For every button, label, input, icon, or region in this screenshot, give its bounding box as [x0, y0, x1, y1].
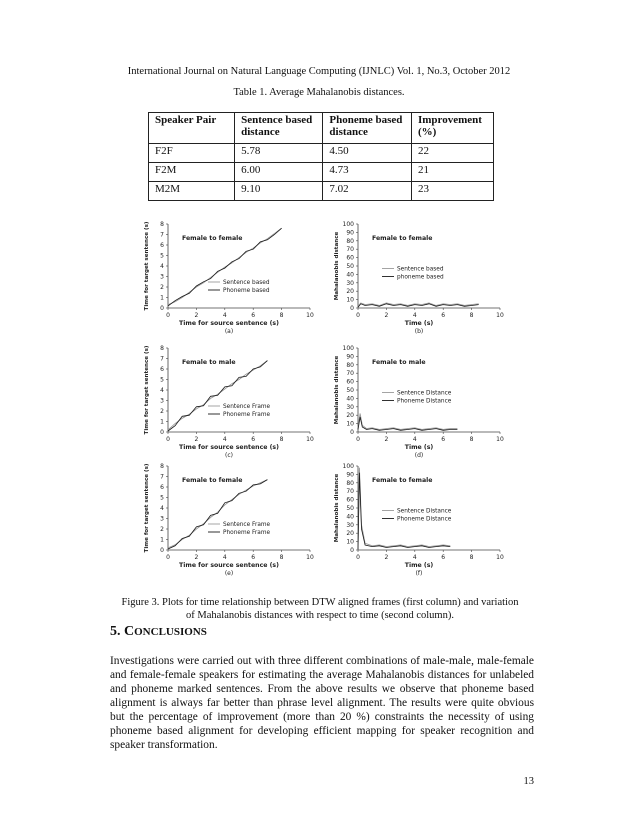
y-tick-label: 40 — [346, 395, 354, 403]
y-tick-label: 5 — [160, 252, 164, 260]
table-header-cell: Speaker Pair — [149, 113, 235, 144]
x-tick-label: 8 — [279, 312, 284, 319]
y-tick-label: 20 — [346, 412, 354, 420]
x-tick-label: 2 — [194, 312, 199, 319]
y-tick-label: 4 — [160, 263, 164, 270]
plot-panel-d — [328, 342, 508, 460]
table-cell: 22 — [411, 144, 493, 163]
panel-label: (c) — [225, 452, 233, 459]
y-tick-label: 2 — [160, 284, 164, 291]
y-tick-label: 10 — [346, 296, 354, 304]
y-tick-label: 4 — [160, 387, 164, 394]
x-axis-label: Time (s) — [404, 320, 434, 327]
y-tick-label: 100 — [342, 345, 354, 352]
y-tick-label: 5 — [160, 494, 164, 502]
table-cell: 5.78 — [235, 144, 323, 163]
x-tick-label: 8 — [469, 554, 474, 561]
panel-label: (d) — [414, 452, 424, 459]
legend-label: Sentence based — [397, 266, 444, 273]
y-tick-label: 3 — [160, 273, 164, 281]
series-line — [168, 480, 267, 548]
x-axis-label: Time for source sentence (s) — [179, 320, 279, 327]
legend-label: Sentence Distance — [397, 390, 452, 397]
panel-label: (b) — [414, 328, 424, 335]
x-tick-label: 8 — [469, 436, 474, 443]
y-tick-label: 7 — [160, 231, 164, 239]
x-tick-label: 2 — [384, 554, 389, 561]
y-tick-label: 5 — [160, 376, 164, 384]
y-tick-label: 4 — [160, 505, 164, 512]
y-tick-label: 50 — [346, 505, 354, 512]
plot-panel-b — [328, 218, 508, 336]
y-tick-label: 30 — [346, 521, 354, 529]
y-tick-label: 6 — [160, 242, 164, 249]
x-axis-label: Time for source sentence (s) — [179, 444, 279, 451]
panel-label: (a) — [224, 328, 234, 335]
x-axis-label: Time (s) — [404, 562, 434, 569]
legend-label: phoneme based — [397, 274, 444, 281]
y-tick-label: 10 — [346, 420, 354, 428]
legend-label: Phoneme Frame — [223, 530, 271, 536]
y-tick-label: 70 — [346, 370, 354, 378]
table-header-cell: Sentence based distance — [235, 113, 323, 144]
table-header-row — [149, 113, 494, 144]
x-tick-label: 4 — [222, 554, 227, 561]
x-axis-label: Time for source sentence (s) — [179, 562, 279, 569]
legend-label: Phoneme Distance — [397, 398, 452, 405]
chart-svg — [138, 460, 318, 578]
x-tick-label: 0 — [166, 554, 170, 561]
x-tick-label: 10 — [496, 436, 504, 443]
y-tick-label: 50 — [346, 263, 354, 270]
y-tick-label: 3 — [160, 515, 164, 523]
x-tick-label: 4 — [222, 312, 227, 319]
y-tick-label: 0 — [350, 547, 354, 554]
y-tick-label: 100 — [342, 221, 354, 228]
x-tick-label: 6 — [251, 554, 256, 561]
y-tick-label: 8 — [160, 463, 164, 470]
y-tick-label: 7 — [160, 355, 164, 363]
x-tick-label: 8 — [279, 554, 284, 561]
chart-title: Female to female — [182, 235, 243, 242]
series-line — [168, 361, 267, 431]
legend-label: Sentence Frame — [223, 522, 271, 528]
y-tick-label: 20 — [346, 288, 354, 296]
legend-label: Phoneme Distance — [397, 516, 452, 523]
section-heading — [110, 624, 207, 640]
x-tick-label: 6 — [251, 436, 256, 443]
x-tick-label: 4 — [412, 312, 417, 319]
table-cell: 7.02 — [323, 182, 412, 201]
section-number: 5. — [110, 624, 121, 639]
table-header-cell: Improvement (%) — [411, 113, 493, 144]
y-axis-label: Time for target sentence (s) — [144, 221, 150, 311]
y-tick-label: 90 — [346, 353, 354, 361]
x-tick-label: 0 — [356, 312, 360, 319]
y-axis-label: Mahalanobis distance — [334, 231, 340, 301]
table-cell: 6.00 — [235, 163, 323, 182]
chart-title: Female to female — [372, 477, 433, 484]
series-line — [358, 414, 457, 430]
x-tick-label: 4 — [222, 436, 227, 443]
y-tick-label: 50 — [346, 387, 354, 394]
x-tick-label: 0 — [166, 436, 170, 443]
y-tick-label: 1 — [160, 536, 164, 544]
chart-title: Female to female — [182, 477, 243, 484]
y-tick-label: 90 — [346, 229, 354, 237]
plot-panel-f — [328, 460, 508, 578]
table-caption: Table 1. Average Mahalanobis distances. — [233, 87, 405, 98]
y-tick-label: 6 — [160, 484, 164, 491]
table-cell: M2M — [149, 182, 235, 201]
y-tick-label: 100 — [342, 463, 354, 470]
x-tick-label: 4 — [412, 554, 417, 561]
x-tick-label: 8 — [469, 312, 474, 319]
x-tick-label: 2 — [194, 436, 199, 443]
legend-label: Sentence based — [223, 280, 270, 286]
series-line — [168, 480, 267, 549]
y-tick-label: 2 — [160, 526, 164, 533]
table-cell: 21 — [411, 163, 493, 182]
chart-title: Female to female — [372, 235, 433, 242]
chart-title: Female to male — [182, 359, 236, 366]
x-tick-label: 10 — [306, 312, 314, 319]
table-cell: F2M — [149, 163, 235, 182]
panel-label: (f) — [415, 570, 423, 577]
y-axis-label: Time for target sentence (s) — [144, 463, 150, 553]
x-tick-label: 2 — [384, 436, 389, 443]
plot-panel-c — [138, 342, 318, 460]
x-tick-label: 6 — [441, 554, 446, 561]
y-axis-label: Time for target sentence (s) — [144, 345, 150, 435]
y-tick-label: 7 — [160, 473, 164, 481]
y-tick-label: 80 — [346, 479, 354, 487]
figure-caption: Figure 3. Plots for time relationship between DTW aligned frames (first column) and variation of Mahalanobis distances with respect to time (second column). — [121, 597, 519, 621]
table-cell: 9.10 — [235, 182, 323, 201]
chart-svg — [328, 460, 508, 578]
y-tick-label: 30 — [346, 279, 354, 287]
x-axis-label: Time (s) — [404, 444, 434, 451]
x-tick-label: 8 — [279, 436, 284, 443]
table-cell: 4.50 — [323, 144, 412, 163]
y-tick-label: 70 — [346, 246, 354, 254]
table-cell: F2F — [149, 144, 235, 163]
x-tick-label: 0 — [356, 436, 360, 443]
x-tick-label: 10 — [306, 554, 314, 561]
chart-svg — [328, 218, 508, 336]
plot-panel-e — [138, 460, 318, 578]
table-header-cell: Phoneme based distance — [323, 113, 412, 144]
x-tick-label: 6 — [251, 312, 256, 319]
table-row — [149, 182, 494, 201]
legend-label: Sentence Distance — [397, 508, 452, 515]
chart-title: Female to male — [372, 359, 426, 366]
section-title-initial: C — [124, 624, 135, 639]
results-table — [148, 112, 494, 201]
chart-svg — [138, 342, 318, 460]
y-tick-label: 6 — [160, 366, 164, 373]
y-tick-label: 80 — [346, 361, 354, 369]
y-tick-label: 0 — [350, 429, 354, 436]
x-tick-label: 10 — [496, 312, 504, 319]
y-tick-label: 8 — [160, 221, 164, 228]
y-tick-label: 60 — [346, 254, 354, 262]
y-tick-label: 2 — [160, 408, 164, 415]
x-tick-label: 6 — [441, 312, 446, 319]
table-cell: 23 — [411, 182, 493, 201]
y-tick-label: 70 — [346, 488, 354, 496]
y-tick-label: 1 — [160, 418, 164, 426]
y-tick-label: 90 — [346, 471, 354, 479]
page-number: 13 — [523, 776, 534, 787]
y-tick-label: 0 — [350, 305, 354, 312]
y-tick-label: 30 — [346, 403, 354, 411]
conclusions-paragraph: Investigations were carried out with three different combinations of male-male, male-female and female-female speakers for estimating the average Mahalanobis distances for unlabeled and phoneme marked sentences. From the above results we observe that phoneme based alignment is always far better than phrase level alignment. The results were quite obvious but the percentage of improvement (more than 20 %) constraints the necessity of using phoneme based alignment for developing efficient mapping for speaker recognition and speaker transformation. — [110, 655, 534, 751]
x-tick-label: 0 — [166, 312, 170, 319]
legend-label: Phoneme based — [223, 288, 270, 294]
y-tick-label: 10 — [346, 538, 354, 546]
table-cell: 4.73 — [323, 163, 412, 182]
y-tick-label: 20 — [346, 530, 354, 538]
y-tick-label: 40 — [346, 271, 354, 279]
y-axis-label: Mahalanobis distance — [334, 473, 340, 543]
x-tick-label: 2 — [194, 554, 199, 561]
plot-panel-a — [138, 218, 318, 336]
y-tick-label: 8 — [160, 345, 164, 352]
y-tick-label: 60 — [346, 378, 354, 386]
chart-svg — [328, 342, 508, 460]
panel-label: (e) — [224, 570, 234, 577]
x-tick-label: 10 — [496, 554, 504, 561]
y-tick-label: 0 — [160, 547, 164, 554]
y-axis-label: Mahalanobis distance — [334, 355, 340, 425]
x-tick-label: 6 — [441, 436, 446, 443]
section-title-rest: ONCLUSIONS — [134, 626, 207, 638]
y-tick-label: 3 — [160, 397, 164, 405]
y-tick-label: 1 — [160, 294, 164, 302]
y-tick-label: 0 — [160, 305, 164, 312]
y-tick-label: 80 — [346, 237, 354, 245]
x-tick-label: 4 — [412, 436, 417, 443]
y-tick-label: 0 — [160, 429, 164, 436]
y-tick-label: 60 — [346, 496, 354, 504]
chart-svg — [138, 218, 318, 336]
journal-header: International Journal on Natural Language Computing (IJNLC) Vol. 1, No.3, October 2012 — [127, 66, 511, 77]
x-tick-label: 2 — [384, 312, 389, 319]
table-row — [149, 144, 494, 163]
legend-label: Sentence Frame — [223, 404, 271, 410]
y-tick-label: 40 — [346, 513, 354, 521]
table-row — [149, 163, 494, 182]
legend-label: Phoneme Frame — [223, 412, 271, 418]
x-tick-label: 0 — [356, 554, 360, 561]
x-tick-label: 10 — [306, 436, 314, 443]
